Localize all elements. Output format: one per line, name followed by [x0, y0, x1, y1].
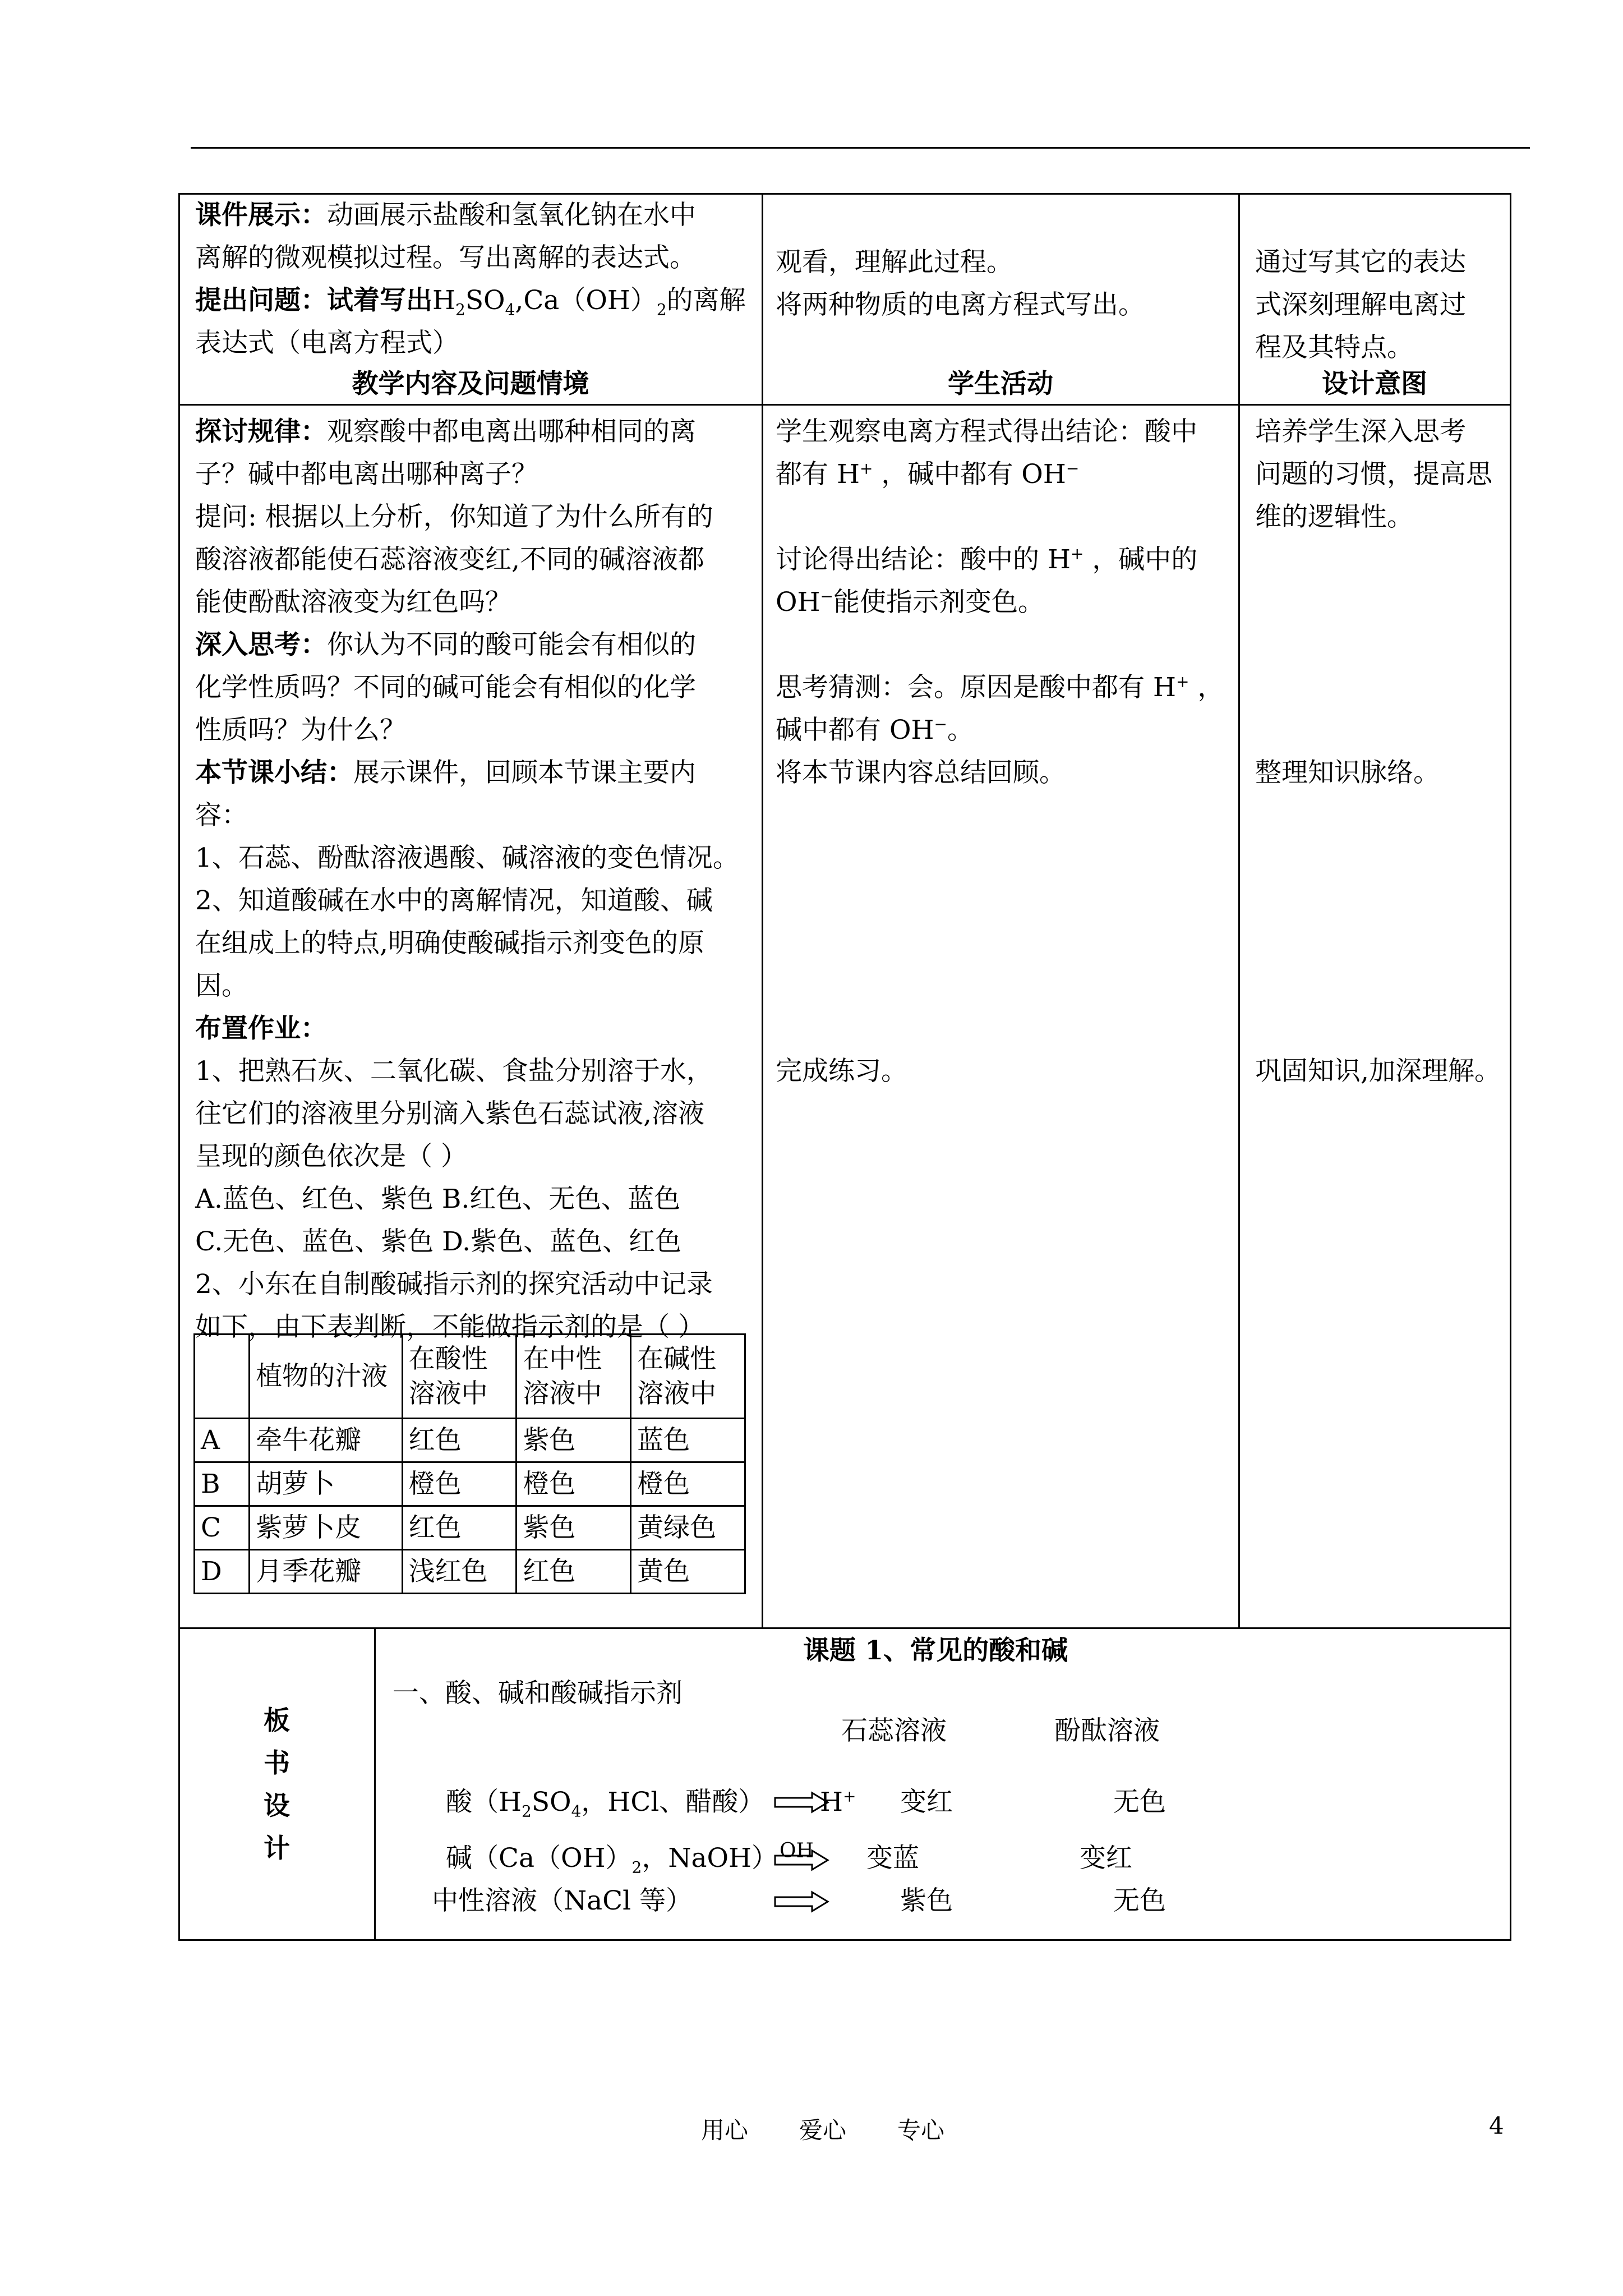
table-row: D 月季花瓣 浅红色 红色 黄色: [195, 1550, 745, 1594]
header-student-activity: 学生活动: [948, 369, 1053, 399]
table-header-cell: 在碱性 溶液中: [631, 1335, 745, 1419]
top-left-line-1: 课件展示：动画展示盐酸和氢氧化钠在水中: [195, 200, 696, 231]
main-left-line: C.无色、蓝色、紫色 D.紫色、蓝色、红色: [195, 1226, 682, 1257]
main-left-line: 1、石蕊、酚酞溶液遇酸、碱溶液的变色情况。: [195, 843, 739, 873]
board-divider: [374, 1627, 376, 1941]
section-label: 布置作业：: [195, 1013, 327, 1044]
col-divider-2: [1238, 193, 1240, 1629]
main-left-line: 呈现的颜色依次是（ ）: [195, 1141, 467, 1172]
board-title: 课题 1、常见的酸和碱: [803, 1635, 1068, 1666]
main-left-line: 化学性质吗？不同的碱可能会有相似的化学: [195, 672, 696, 703]
main-left-line: 2、知道酸碱在水中的离解情况，知道酸、碱: [195, 885, 713, 916]
table-header-cell: [195, 1335, 250, 1419]
main-left-line: [195, 1007, 327, 1050]
board-col-phenol: 酚酞溶液: [1054, 1715, 1160, 1746]
main-left-line: A.蓝色、红色、紫色 B.红色、无色、蓝色: [195, 1184, 681, 1214]
main-left-line: 2、小东在自制酸碱指示剂的探究活动中记录: [195, 1269, 713, 1300]
main-left-line: 容：: [195, 800, 248, 831]
table-main-bottom: [178, 1627, 1511, 1629]
indicator-table: [193, 1333, 746, 1594]
main-left-line: 酸溶液都能使石蕊溶液变红,不同的碱溶液都: [195, 544, 704, 575]
col-divider-1: [762, 193, 763, 1629]
top-left-line-3: 提出问题：试着写出$H_2SO_4,Ca(OH)_2$的离解: [195, 285, 746, 319]
section-label: 本节课小结：: [195, 757, 353, 788]
table-bottom-border: [178, 1939, 1511, 1941]
section-label: 探讨规律：: [195, 416, 327, 447]
board-neutral-name: 中性溶液（NaCl 等）: [432, 1885, 693, 1916]
table-header-divider: [178, 404, 1511, 406]
table-row: C 紫萝卜皮 红色 紫色 黄绿色: [195, 1506, 745, 1550]
table-header-cell: 在中性 溶液中: [517, 1335, 631, 1419]
board-neutral-phenol: 无色: [1113, 1885, 1166, 1916]
table-left-border: [178, 193, 180, 1941]
footer-motto-1: 用心: [701, 2116, 749, 2144]
header-design-intent: 设计意图: [1322, 369, 1427, 399]
main-left-line: 如下，由下表判断，不能做指示剂的是（ ）: [195, 1312, 704, 1342]
main-left-line: 提问: 根据以上分析，你知道了为什么所有的: [195, 501, 713, 532]
board-acid-name: 酸（$H_2SO_4$，HCl、醋酸）: [446, 1787, 765, 1821]
board-acid-litmus: 变红: [900, 1787, 953, 1818]
board-base-name: 碱（$Ca(OH)_2$，NaOH）: [446, 1843, 778, 1877]
arrow-right-icon: [774, 1849, 830, 1871]
main-left-line: 因。: [195, 970, 248, 1001]
main-left-line: 本节课小结：展示课件，回顾本节课主要内: [195, 757, 696, 788]
top-left-line-2: 离解的微观模拟过程。写出离解的表达式。: [195, 242, 696, 273]
board-section: 一、酸、碱和酸碱指示剂: [393, 1678, 683, 1709]
main-left-line: 1、把熟石灰、二氧化碳、食盐分别溶于水，: [195, 1056, 713, 1087]
main-left-line: 子？碱中都电离出哪种离子？: [195, 459, 538, 490]
table-header-cell: 植物的汁液: [250, 1335, 402, 1419]
header-rule: [191, 147, 1530, 149]
table-header-row: [195, 1335, 745, 1419]
footer-motto-2: 爱心: [799, 2116, 847, 2144]
label-courseware: 课件展示：: [195, 200, 327, 231]
board-acid-ion: H+: [820, 1787, 856, 1818]
top-left-line-4: 表达式（电离方程式）: [195, 328, 459, 358]
header-teaching-content: 教学内容及问题情境: [352, 369, 589, 399]
main-left-line: 探讨规律：观察酸中都电离出哪种相同的离: [195, 416, 696, 447]
table-row: A 牵牛花瓣 红色 紫色 蓝色: [195, 1419, 745, 1462]
board-base-ion: OH: [780, 1839, 814, 1862]
main-left-line: 在组成上的特点,明确使酸碱指示剂变色的原: [195, 928, 704, 959]
table-right-border: [1510, 193, 1511, 1941]
board-col-litmus: 石蕊溶液: [841, 1715, 947, 1746]
board-base-litmus: 变蓝: [866, 1843, 919, 1874]
main-left-line: 往它们的溶液里分别滴入紫色石蕊试液,溶液: [195, 1098, 704, 1129]
board-acid-phenol: 无色: [1113, 1787, 1166, 1818]
board-base-phenol: 变红: [1080, 1843, 1132, 1874]
page-number: 4: [1489, 2112, 1504, 2139]
label-question: 提出问题：试着写出: [195, 285, 432, 316]
main-left-line: 能使酚酞溶液变为红色吗？: [195, 587, 511, 618]
main-left-line: 性质吗？为什么？: [195, 715, 406, 746]
table-row: B 胡萝卜 橙色 橙色 橙色: [195, 1462, 745, 1506]
arrow-right-icon: [774, 1890, 830, 1913]
section-label: 深入思考：: [195, 629, 327, 660]
main-left-line: 深入思考：你认为不同的酸可能会有相似的: [195, 629, 696, 660]
table-header-cell: 在酸性 溶液中: [402, 1335, 517, 1419]
board-neutral-litmus: 紫色: [900, 1885, 953, 1916]
formula-h2so4: $H_2SO_4,Ca(OH)_2$: [432, 285, 667, 319]
footer-motto-3: 专心: [897, 2116, 945, 2144]
